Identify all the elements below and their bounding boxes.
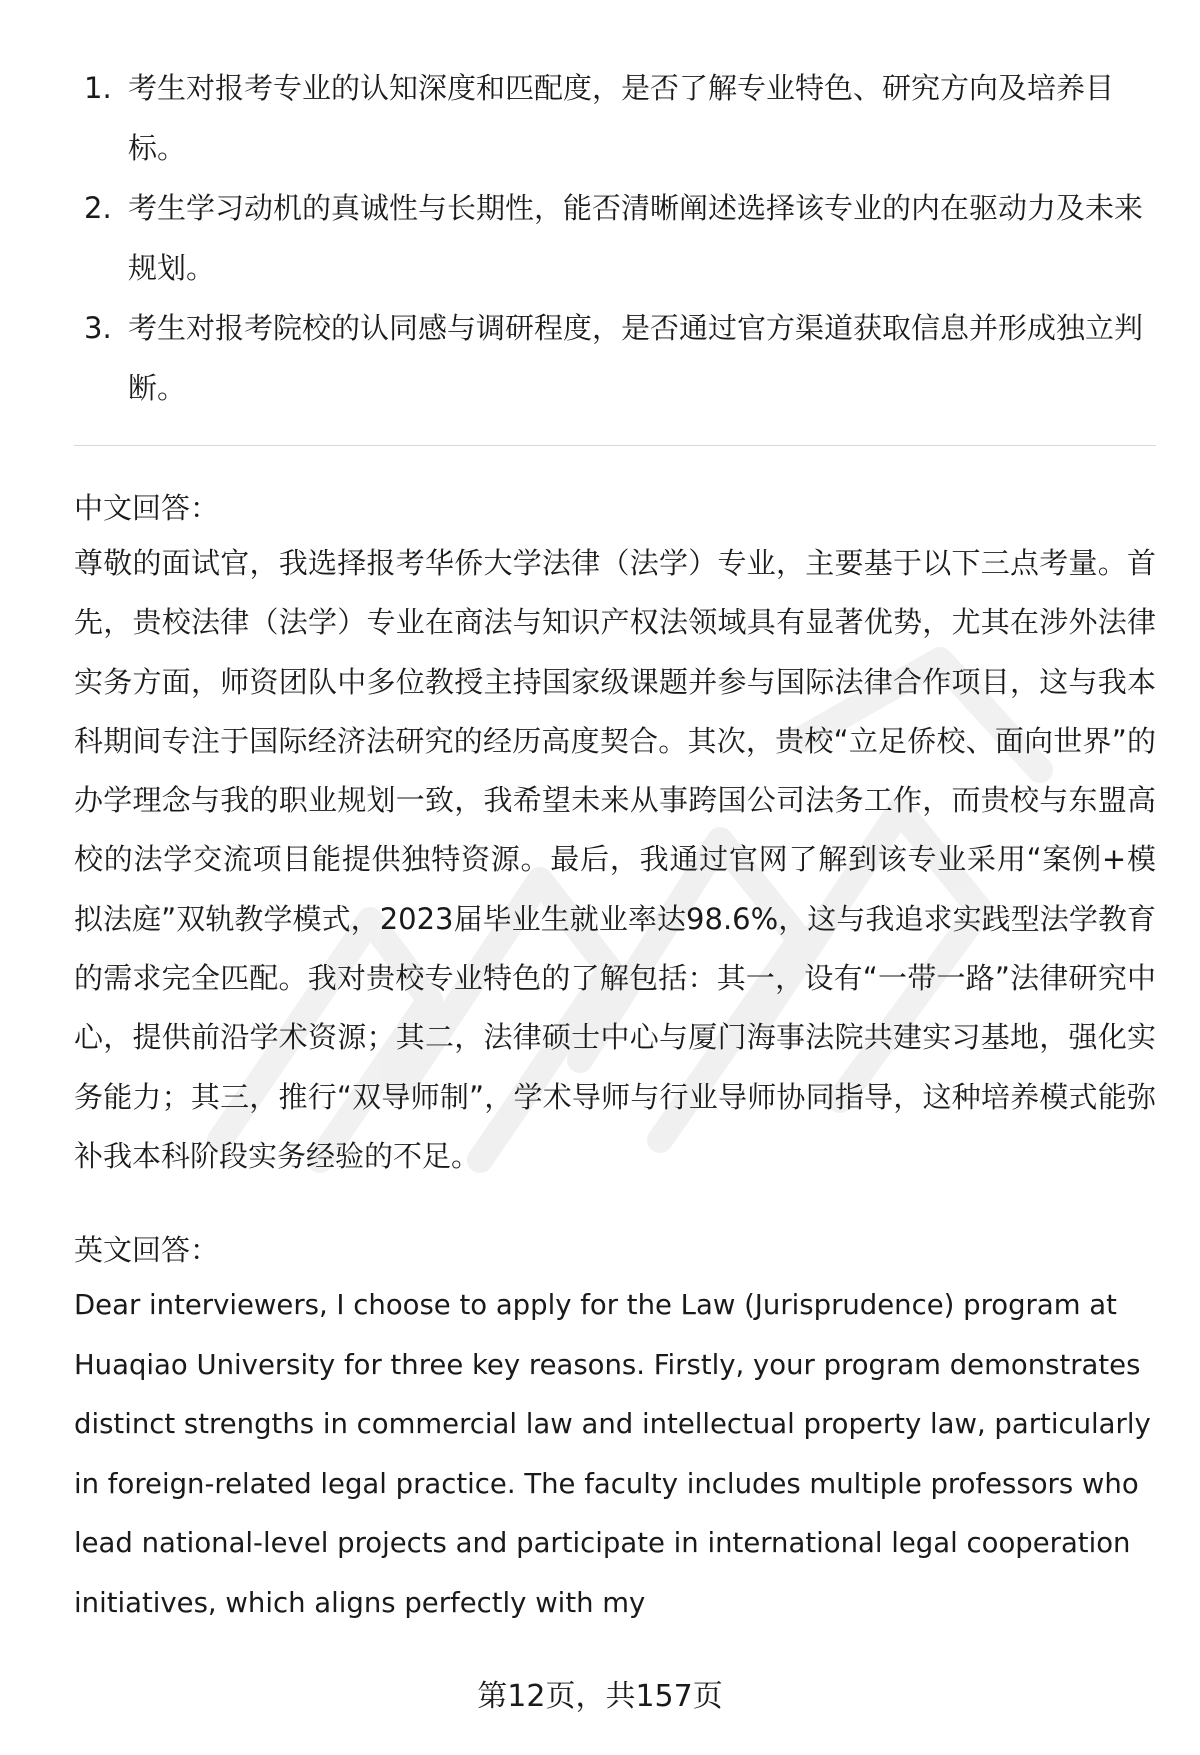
criteria-text: 考生对报考院校的认同感与调研程度，是否通过官方渠道获取信息并形成独立判断。 (128, 311, 1144, 405)
page-number-footer: 第12页，共157页 (477, 1679, 723, 1714)
chinese-answer-label: 中文回答： (74, 491, 220, 525)
section-divider (74, 445, 1156, 446)
english-answer-text: Dear interviewers, I choose to apply for the Law (Jurisprudence) program at Huaqiao University for three key reasons. Firstly, your program demonstrates distinct strengths in commercial law and intellectual property law, particularly in foreign-related legal practice. The faculty includes multiple professors who lead national-level projects and participate in international legal cooperation initiatives, which aligns perfectly with my (74, 1289, 1151, 1619)
criteria-text: 考生对报考专业的认知深度和匹配度，是否了解专业特色、研究方向及培养目标。 (128, 71, 1115, 165)
criteria-number: 3. (84, 311, 112, 345)
criteria-item (74, 58, 1154, 178)
evaluation-criteria-list (74, 58, 1154, 418)
criteria-text: 考生学习动机的真诚性与长期性，能否清晰阐述选择该专业的内在驱动力及未来规划。 (128, 191, 1144, 285)
chinese-answer-text: 尊敬的面试官，我选择报考华侨大学法律（法学）专业，主要基于以下三点考量。首先，贵校法律（法学）专业在商法与知识产权法领域具有显著优势，尤其在涉外法律实务方面，师资团队中多位教授主持国家级课题并参与国际法律合作项目，这与我本科期间专注于国际经济法研究的经历高度契合。其次，贵校“立足侨校、面向世界”的办学理念与我的职业规划一致，我希望未来从事跨国公司法务工作，而贵校与东盟高校的法学交流项目能提供独特资源。最后，我通过官网了解到该专业采用“案例+模拟法庭”双轨教学模式，2023届毕业生就业率达98.6%，这与我追求实践型法学教育的需求完全匹配。我对贵校专业特色的了解包括：其一，设有“一带一路”法律研究中心，提供前沿学术资源；其二，法律硕士中心与厦门海事法院共建实习基地，强化实务能力；其三，推行“双导师制”，学术导师与行业导师协同指导，这种培养模式能弥补我本科阶段实务经验的不足。 (74, 546, 1156, 1173)
criteria-number: 1. (84, 71, 112, 105)
criteria-item (74, 298, 1154, 418)
criteria-number: 2. (84, 191, 112, 225)
criteria-item (74, 178, 1154, 298)
english-answer-label: 英文回答： (74, 1233, 220, 1267)
